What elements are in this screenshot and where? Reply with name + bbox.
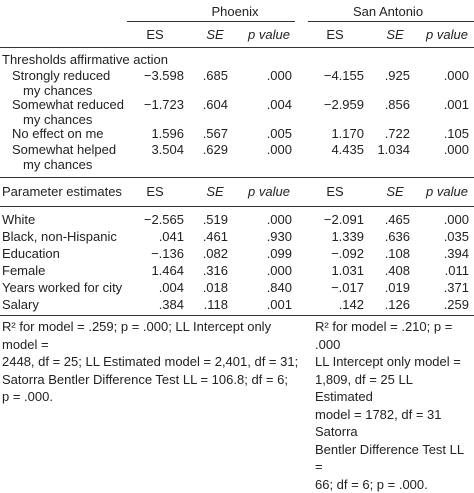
cell-es-phoenix: −3.598: [120, 68, 184, 83]
row-label: No effect on me: [12, 126, 104, 141]
row-label: Education: [2, 246, 60, 261]
cell-p-sa: .011: [425, 263, 469, 278]
row-label: Years worked for city: [2, 280, 122, 295]
row-label: Strongly reduced: [12, 68, 110, 83]
cell-p-sa: .035: [425, 229, 469, 244]
cell-p-sa: .000: [425, 212, 469, 227]
cell-se-sa: .108: [370, 246, 410, 261]
header-rule: [0, 47, 474, 48]
cell-es-phoenix: .041: [120, 229, 184, 244]
col-header-p-sa: p value: [420, 27, 474, 42]
cell-p-sa: .105: [425, 126, 469, 141]
model-fit-note-phoenix: [2, 318, 302, 406]
cell-se-sa: .636: [370, 229, 410, 244]
col-header-es-phoenix: ES: [125, 27, 185, 42]
note-line: R² for model = .210; p = .000: [315, 318, 473, 353]
cell-p-phoenix: .840: [250, 280, 292, 295]
group-header-san-antonio: San Antonio: [318, 4, 458, 19]
cell-se-sa: .722: [370, 126, 410, 141]
col-header-se-sa: SE: [370, 27, 420, 42]
cell-es-sa: 4.435: [300, 142, 364, 157]
cell-es-sa: −2.959: [300, 97, 364, 112]
col-header-se-phoenix: SE: [190, 184, 240, 199]
note-line: Satorra Bentler Difference Test LL = 106.8; df = 6;: [2, 371, 302, 389]
cell-se-phoenix: .316: [190, 263, 228, 278]
cell-se-sa: .019: [370, 280, 410, 295]
section-rule-2: [0, 315, 474, 316]
cell-p-phoenix: .930: [250, 229, 292, 244]
col-header-se-sa: SE: [370, 184, 420, 199]
cell-es-sa: .142: [300, 297, 364, 312]
cell-p-sa: .000: [425, 142, 469, 157]
cell-es-sa: 1.031: [300, 263, 364, 278]
note-line: 2448, df = 25; LL Estimated model = 2,401, df = 31;: [2, 353, 302, 371]
col-header-p-sa: p value: [420, 184, 474, 199]
model-fit-note-san-antonio: [315, 318, 473, 493]
note-line: model = 1782, df = 31 Satorra: [315, 406, 473, 441]
row-label: White: [2, 212, 35, 227]
cell-p-sa: .001: [425, 97, 469, 112]
row-label: Salary: [2, 297, 39, 312]
cell-es-sa: 1.339: [300, 229, 364, 244]
cell-es-phoenix: −.136: [120, 246, 184, 261]
cell-p-phoenix: .001: [250, 297, 292, 312]
cell-p-phoenix: .000: [250, 68, 292, 83]
cell-p-sa: .259: [425, 297, 469, 312]
cell-se-sa: 1.034: [370, 142, 410, 157]
cell-se-sa: .856: [370, 97, 410, 112]
col-header-se-phoenix: SE: [190, 27, 240, 42]
section2-title: Parameter estimates: [2, 184, 122, 199]
col-header-es-sa: ES: [306, 184, 364, 199]
cell-se-sa: .925: [370, 68, 410, 83]
note-line: 66; df = 6; p = .000.: [315, 476, 473, 493]
col-header-es-sa: ES: [306, 27, 364, 42]
group-header-phoenix: Phoenix: [180, 4, 290, 19]
cell-p-phoenix: .004: [250, 97, 292, 112]
cell-se-phoenix: .629: [190, 142, 228, 157]
cell-se-phoenix: .082: [190, 246, 228, 261]
cell-es-sa: −2.091: [300, 212, 364, 227]
col-header-p-phoenix: p value: [240, 184, 298, 199]
note-line: Bentler Difference Test LL =: [315, 441, 473, 476]
cell-es-phoenix: −2.565: [120, 212, 184, 227]
group-rule-san-antonio: [308, 21, 474, 22]
cell-p-sa: .371: [425, 280, 469, 295]
cell-se-phoenix: .567: [190, 126, 228, 141]
note-line: R² for model = .259; p = .000; LL Intercept only model =: [2, 318, 302, 353]
row-label: Female: [2, 263, 45, 278]
col-header-p-phoenix: p value: [240, 27, 298, 42]
cell-se-phoenix: .018: [190, 280, 228, 295]
col-header-es-phoenix: ES: [125, 184, 185, 199]
cell-p-phoenix: .000: [250, 212, 292, 227]
section-rule: [0, 177, 474, 178]
cell-es-sa: 1.170: [300, 126, 364, 141]
row-label-cont: my chances: [23, 112, 92, 127]
cell-es-sa: −.017: [300, 280, 364, 295]
cell-p-phoenix: .099: [250, 246, 292, 261]
cell-es-sa: −4.155: [300, 68, 364, 83]
cell-es-phoenix: −1.723: [120, 97, 184, 112]
row-label: Somewhat reduced: [12, 97, 124, 112]
cell-es-phoenix: .384: [120, 297, 184, 312]
row-label: Black, non-Hispanic: [2, 229, 117, 244]
cell-es-phoenix: .004: [120, 280, 184, 295]
cell-es-phoenix: 1.464: [120, 263, 184, 278]
cell-es-sa: −.092: [300, 246, 364, 261]
cell-p-phoenix: .000: [250, 142, 292, 157]
cell-se-phoenix: .118: [190, 297, 228, 312]
cell-se-phoenix: .519: [190, 212, 228, 227]
header-rule-2: [0, 206, 474, 207]
note-line: 1,809, df = 25 LL Estimated: [315, 371, 473, 406]
cell-se-sa: .465: [370, 212, 410, 227]
cell-se-sa: .126: [370, 297, 410, 312]
cell-se-sa: .408: [370, 263, 410, 278]
section1-title: Thresholds affirmative action: [2, 52, 168, 67]
cell-p-sa: .394: [425, 246, 469, 261]
note-line: p = .000.: [2, 388, 302, 406]
row-label-cont: my chances: [23, 157, 92, 172]
cell-p-phoenix: .005: [250, 126, 292, 141]
note-line: LL Intercept only model =: [315, 353, 473, 371]
cell-p-phoenix: .000: [250, 263, 292, 278]
cell-es-phoenix: 1.596: [120, 126, 184, 141]
cell-se-phoenix: .685: [190, 68, 228, 83]
row-label: Somewhat helped: [12, 142, 116, 157]
cell-es-phoenix: 3.504: [120, 142, 184, 157]
cell-se-phoenix: .604: [190, 97, 228, 112]
group-rule-phoenix: [127, 21, 295, 22]
row-label-cont: my chances: [23, 83, 92, 98]
cell-p-sa: .000: [425, 68, 469, 83]
cell-se-phoenix: .461: [190, 229, 228, 244]
